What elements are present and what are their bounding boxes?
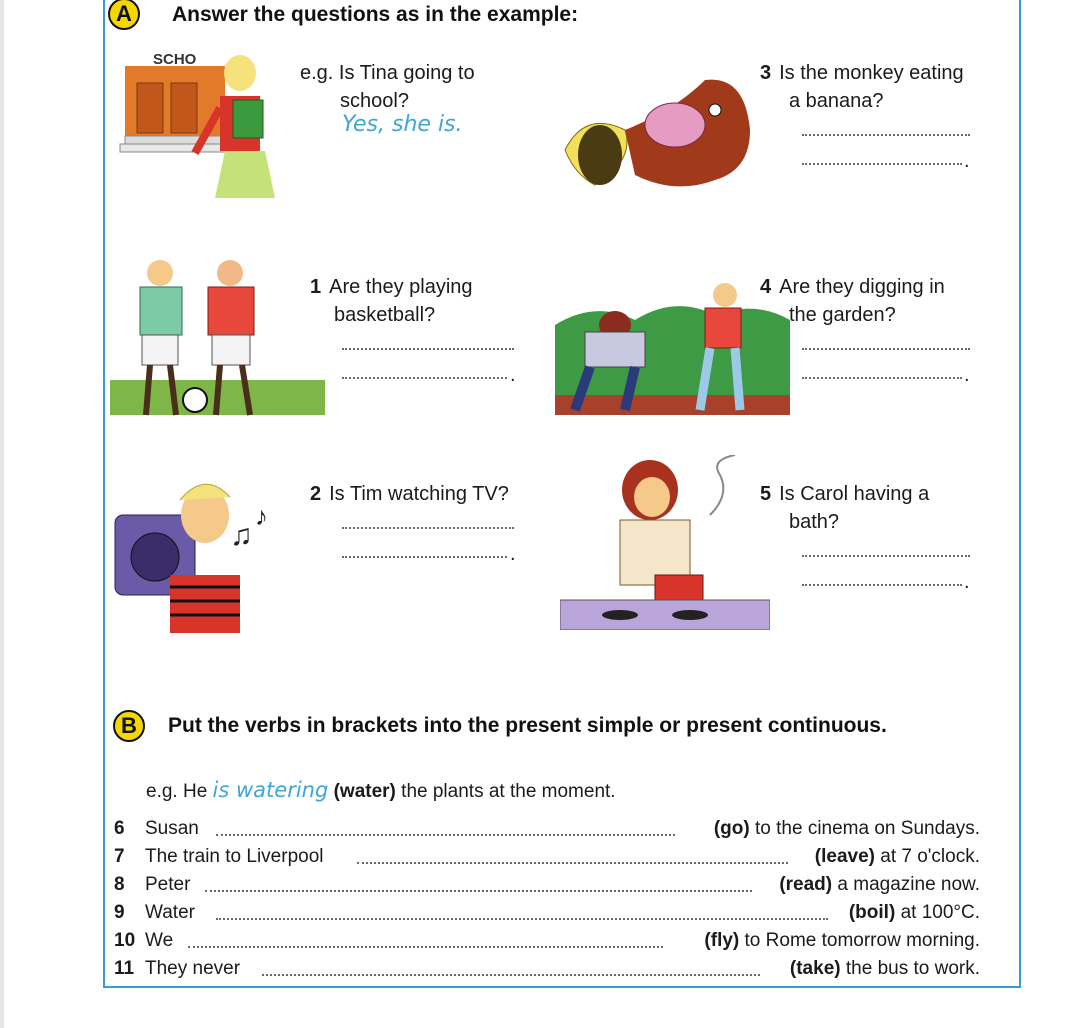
question-1 xyxy=(310,272,473,302)
question-5-number: 5 xyxy=(760,483,772,505)
item-rest: the bus to work. xyxy=(840,958,980,979)
question-2-answer-line-1[interactable] xyxy=(342,527,514,529)
item-number: 10 xyxy=(114,930,136,951)
question-2-period: . xyxy=(510,543,516,565)
question-1-answer-line-2[interactable] xyxy=(342,377,507,379)
left-page-edge xyxy=(0,0,4,1028)
item-answer-blank[interactable] xyxy=(205,890,752,892)
item-rest: to Rome tomorrow morning. xyxy=(739,930,980,951)
question-2-answer-line-2[interactable] xyxy=(342,556,507,558)
item-subject: Susan xyxy=(145,818,199,839)
example-question xyxy=(300,58,475,88)
item-answer-blank[interactable] xyxy=(262,974,760,976)
question-3-line2: a banana? xyxy=(789,90,884,112)
item-rest: a magazine now. xyxy=(832,874,980,895)
example-answer: Yes, she is. xyxy=(342,112,463,137)
exercise-item-9 xyxy=(114,899,980,927)
example-label: e.g. xyxy=(300,62,334,84)
question-4-answer-line-2[interactable] xyxy=(802,377,962,379)
question-1-answer-line-1[interactable] xyxy=(342,348,514,350)
question-4-line2: the garden? xyxy=(789,304,896,326)
example-question-line2: school? xyxy=(340,90,409,112)
item-rest: at 100°C. xyxy=(895,902,980,923)
question-4-line1: Are they digging in xyxy=(779,276,945,298)
question-1-number: 1 xyxy=(310,276,322,298)
question-4-answer-line-1[interactable] xyxy=(802,348,970,350)
question-1-line1: Are they playing xyxy=(329,276,473,298)
svg-text:♫: ♫ xyxy=(230,519,253,552)
item-rest: to the cinema on Sundays. xyxy=(749,818,980,839)
school-sign: SCHO xyxy=(153,51,197,68)
section-b-example-pre: e.g. He xyxy=(146,781,208,802)
item-verb: (go) xyxy=(713,818,750,839)
question-5 xyxy=(760,479,929,509)
item-subject: Water xyxy=(145,902,195,923)
section-b-example xyxy=(146,775,616,807)
digging-garden-illustration xyxy=(555,280,790,415)
question-3-answer-line-1[interactable] xyxy=(802,134,970,136)
carol-cooking-illustration xyxy=(560,455,770,630)
item-number: 6 xyxy=(114,818,125,839)
question-3-period: . xyxy=(964,150,970,172)
item-answer-blank[interactable] xyxy=(357,862,788,864)
tim-radio-illustration xyxy=(110,475,290,635)
question-1-period: . xyxy=(510,364,516,386)
question-5-line1: Is Carol having a xyxy=(779,483,930,505)
question-4 xyxy=(760,272,945,302)
item-tail xyxy=(704,927,980,955)
question-5-line2: bath? xyxy=(789,511,840,533)
item-subject: They never xyxy=(145,958,241,979)
item-verb: (fly) xyxy=(704,930,740,951)
question-5-answer-line-1[interactable] xyxy=(802,555,970,557)
exercise-item-8 xyxy=(114,871,980,899)
svg-text:♪: ♪ xyxy=(255,501,268,531)
item-number: 11 xyxy=(114,958,135,979)
item-number: 8 xyxy=(114,874,125,895)
item-number: 9 xyxy=(114,902,125,923)
example-question-line1: Is Tina going to xyxy=(338,62,475,84)
question-4-number: 4 xyxy=(760,276,772,298)
item-subject: Peter xyxy=(145,874,191,895)
question-3-answer-line-2[interactable] xyxy=(802,163,962,165)
item-verb: (boil) xyxy=(848,902,896,923)
item-tail xyxy=(790,955,980,983)
section-b-example-post: the plants at the moment. xyxy=(401,781,616,802)
question-2 xyxy=(310,479,509,509)
item-tail xyxy=(714,815,980,843)
section-b-title: Put the verbs in brackets into the present simple or present continuous. xyxy=(168,714,887,737)
question-3 xyxy=(760,58,964,88)
item-answer-blank[interactable] xyxy=(216,834,675,836)
item-rest: at 7 o'clock. xyxy=(874,846,980,867)
exercise-item-11 xyxy=(114,955,980,983)
exercise-item-7 xyxy=(114,843,980,871)
item-verb: (take) xyxy=(789,958,841,979)
item-tail xyxy=(815,843,980,871)
question-5-answer-line-2[interactable] xyxy=(802,584,962,586)
item-number: 7 xyxy=(114,846,125,867)
question-3-line1: Is the monkey eating xyxy=(779,62,964,84)
question-2-number: 2 xyxy=(310,483,322,505)
exercise-item-10 xyxy=(114,927,980,955)
item-subject: The train to Liverpool xyxy=(145,846,324,867)
section-b-example-verb: (water) xyxy=(333,781,396,802)
section-a-badge: A xyxy=(108,0,140,30)
section-a-title: Answer the questions as in the example: xyxy=(172,3,579,26)
section-b-example-answer: is watering xyxy=(212,778,329,802)
section-b-badge: B xyxy=(113,710,145,742)
item-verb: (read) xyxy=(779,874,833,895)
boys-football-illustration xyxy=(110,255,325,420)
item-answer-blank[interactable] xyxy=(188,946,663,948)
item-subject: We xyxy=(145,930,174,951)
tina-school-illustration xyxy=(115,48,295,198)
exercise-item-6 xyxy=(114,815,980,843)
question-5-period: . xyxy=(964,571,970,593)
question-4-period: . xyxy=(964,364,970,386)
question-1-line2: basketball? xyxy=(334,304,436,326)
monkey-banana-illustration xyxy=(555,70,755,195)
item-tail xyxy=(849,899,980,927)
item-answer-blank[interactable] xyxy=(216,918,828,920)
question-3-number: 3 xyxy=(760,62,772,84)
question-2-line1: Is Tim watching TV? xyxy=(329,483,509,505)
item-tail xyxy=(779,871,980,899)
item-verb: (leave) xyxy=(814,846,875,867)
